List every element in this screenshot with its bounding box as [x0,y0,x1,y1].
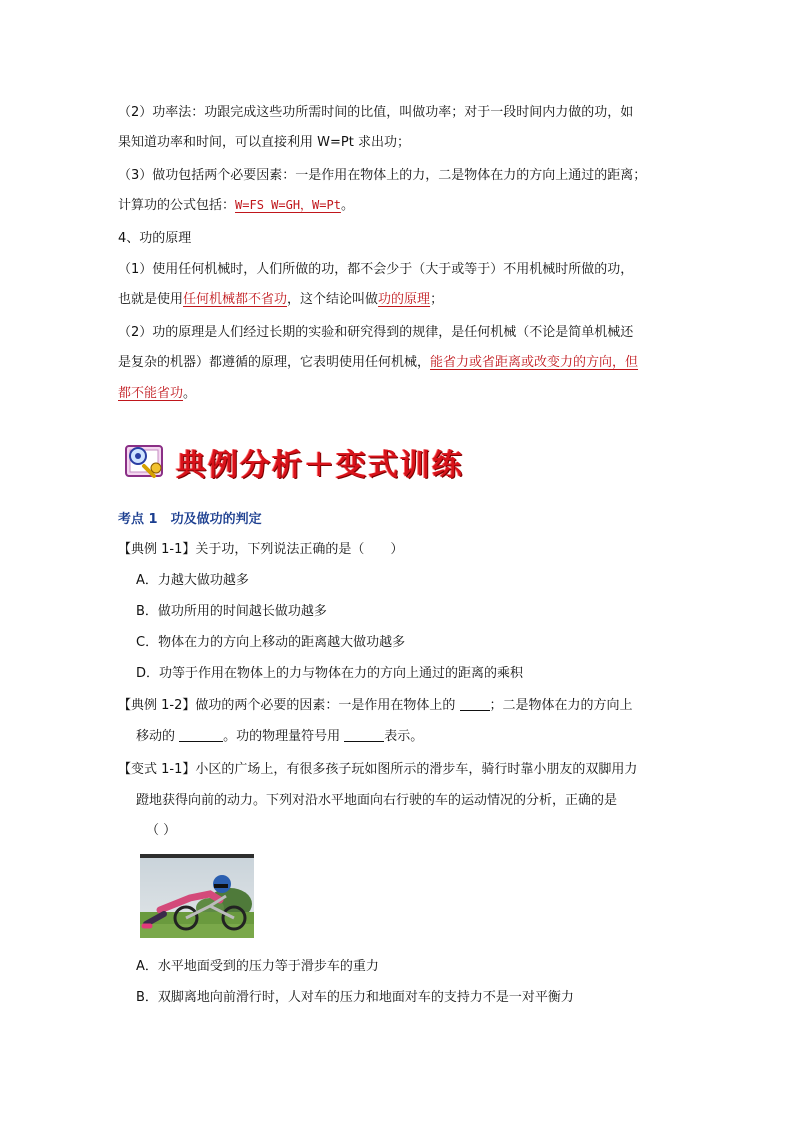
answer-blank-1[interactable] [460,698,490,711]
principle-p2-line-3: 都不能省功。 [118,386,197,401]
magnifier-book-icon [118,436,170,484]
factors-line-2: 计算功的公式包括：W=FS W=GH，W=Pt。 [118,198,354,213]
power-method-line-1: （2）功率法：功跟完成这些功所需时间的比值，叫做功率；对于一段时间内力做的功，如 [118,105,634,120]
machine-benefit-highlight: 能省力或省距离或改变力的方向，但 [430,355,639,370]
principle-p1-line-1: （1）使用任何机械时，人们所做的功，都不会少于（大于或等于）不用机械时所做的功， [118,262,634,277]
example-1-1-option-c[interactable]: C．物体在力的方向上移动的距离越大做功越多 [136,635,406,650]
variant-1-1-line-3: （ ） [146,823,177,838]
example-1-2-line-1: 【典例 1-2】做功的两个必要的因素：一是作用在物体上的 ；二是物体在力的方向上 [118,698,633,713]
factors-line-1: （3）做功包括两个必要因素：一是作用在物体上的力，二是物体在力的方向上通过的距离； [118,168,647,183]
answer-blank-2[interactable] [179,729,223,742]
variant-1-1-line-2: 蹬地获得向前的动力。下列对沿水平地面向右行驶的车的运动情况的分析，正确的是 [136,793,618,808]
principle-p2-line-1: （2）功的原理是人们经过长期的实验和研究得到的规律，是任何机械（不论是简单机械还 [118,325,634,340]
no-work-saved-highlight-2: 都不能省功 [118,386,184,401]
variant-1-1-option-b[interactable]: B．双脚离地向前滑行时，人对车的压力和地面对车的支持力不是一对平衡力 [136,990,574,1005]
power-method-line-2: 果知道功率和时间，可以直接利用 W=Pt 求出功； [118,135,410,150]
kaodian-heading: 考点 1 功及做功的判定 [118,512,262,527]
balance-bike-illustration [140,854,254,938]
answer-blank-3[interactable] [344,729,384,742]
variant-1-1-line-1: 【变式 1-1】小区的广场上，有很多孩子玩如图所示的滑步车，骑行时靠小朋友的双脚用力 [118,762,638,777]
example-1-1-tag: 【典例 1-1】 [118,542,196,557]
no-work-saved-highlight: 任何机械都不省功 [183,292,288,307]
example-1-1-option-d[interactable]: D．功等于作用在物体上的力与物体在力的方向上通过的距离的乘积 [136,666,524,681]
example-1-1-question: 【典例 1-1】关于功，下列说法正确的是（ ） [118,542,404,557]
principle-p2-line-2: 是复杂的机器）都遵循的原理，它表明使用任何机械，能省力或省距离或改变力的方向，但 [118,355,639,370]
example-1-1-option-b[interactable]: B．做功所用的时间越长做功越多 [136,604,327,619]
banner-title: 典例分析＋变式训练 [176,448,464,483]
variant-1-1-option-a[interactable]: A．水平地面受到的压力等于滑步车的重力 [136,959,379,974]
example-1-2-tag: 【典例 1-2】 [118,698,196,713]
variant-1-1-tag: 【变式 1-1】 [118,762,196,777]
principle-title: 4、功的原理 [118,231,192,246]
principle-p1-line-2: 也就是使用任何机械都不省功，这个结论叫做功的原理； [118,292,444,307]
section-banner [118,436,464,484]
principle-of-work-highlight: 功的原理 [378,292,431,307]
example-1-2-line-2: 移动的 。功的物理量符号用 表示。 [136,729,424,744]
balance-bike-photo [140,854,254,938]
example-1-1-option-a[interactable]: A．力越大做功越多 [136,573,249,588]
work-formulas: W=FS W=GH，W=Pt [235,198,341,212]
